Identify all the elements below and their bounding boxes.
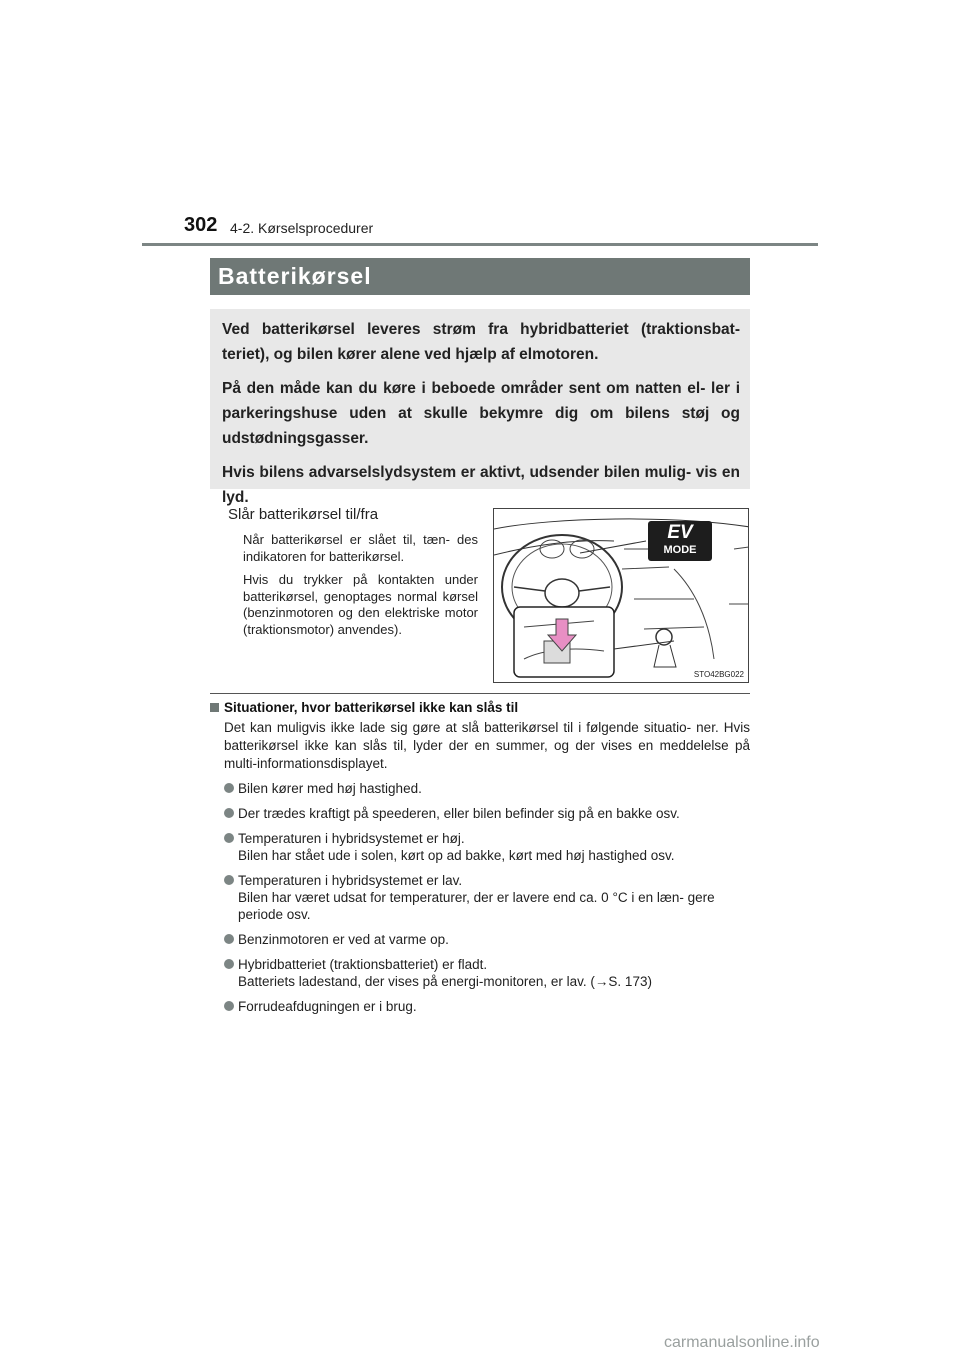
- switch-paragraph: Hvis du trykker på kontakten under batterikørsel, genoptages normal kørsel (benzinmotoren og den elektriske motor (traktionsmotor) anvendes).: [243, 572, 478, 637]
- square-bullet-icon: [210, 703, 219, 712]
- circle-bullet-icon: [224, 833, 234, 843]
- situations-section: [210, 699, 750, 1023]
- situations-intro: Det kan muligvis ikke lade sig gøre at slå batterikørsel til i følgende situatio- ner. Hvis batterikørsel ikke kan slås til, lyder der en summer, og der vises en meddelelse på multi-informationsdisplayet.: [224, 720, 750, 771]
- page-title: Batterikørsel: [210, 258, 750, 295]
- list-item: [210, 956, 750, 990]
- figure-code: STO42BG022: [693, 670, 744, 679]
- ev-mode-illustration: [493, 508, 749, 683]
- circle-bullet-icon: [224, 875, 234, 885]
- circle-bullet-icon: [224, 934, 234, 944]
- list-item-text: Bilen kører med høj hastighed.: [238, 781, 422, 796]
- list-item-text: Benzinmotoren er ved at varme op.: [238, 932, 449, 947]
- intro-paragraph: På den måde kan du køre i beboede områder sent om natten el- ler i parkeringshuse uden at skulle bekymre dig om bilens støj og udstødningsgasser.: [222, 380, 740, 447]
- ev-label: EV: [667, 522, 693, 543]
- list-item-text: Hybridbatteriet (traktionsbatteriet) er fladt.: [238, 957, 488, 972]
- circle-bullet-icon: [224, 783, 234, 793]
- list-item-detail: Bilen har stået ude i solen, kørt op ad bakke, kørt med høj hastighed osv.: [238, 848, 675, 863]
- list-item: [210, 872, 750, 923]
- ev-mode-indicator-icon: [648, 521, 712, 561]
- list-item: [210, 805, 750, 822]
- list-item: [210, 830, 750, 864]
- header-rule: [142, 243, 818, 246]
- section-divider: [210, 693, 750, 694]
- section-label: 4-2. Kørselsprocedurer: [230, 220, 374, 236]
- circle-bullet-icon: [224, 1001, 234, 1011]
- circle-bullet-icon: [224, 959, 234, 969]
- watermark: carmanualsonline.info: [664, 1334, 820, 1351]
- list-item: [210, 998, 750, 1015]
- mode-label: MODE: [663, 544, 697, 556]
- page-number: 302: [184, 214, 218, 236]
- intro-paragraph: Hvis bilens advarselslydsystem er aktivt, udsender bilen mulig- vis en lyd.: [222, 464, 740, 506]
- switch-title: Slår batterikørsel til/fra: [228, 506, 379, 523]
- list-item-detail: Bilen har været udsat for temperaturer, der er lavere end ca. 0 °C i en læn- gere periode osv.: [238, 890, 715, 922]
- intro-box: [210, 309, 750, 506]
- list-item-text: Temperaturen i hybridsystemet er høj.: [238, 831, 465, 846]
- list-item-detail: Batteriets ladestand, der vises på energi-monitoren, er lav. (→S. 173): [238, 974, 652, 989]
- list-item-text: Der trædes kraftigt på speederen, eller bilen befinder sig på en bakke osv.: [238, 806, 680, 821]
- list-item: [210, 931, 750, 948]
- intro-paragraph: Ved batterikørsel leveres strøm fra hybridbatteriet (traktionsbat- teriet), og bilen kører alene ved hjælp af elmotoren.: [222, 321, 740, 363]
- switch-paragraph: Når batterikørsel er slået til, tæn- des indikatoren for batterikørsel.: [243, 532, 478, 564]
- situations-heading: [210, 699, 750, 717]
- circle-bullet-icon: [224, 808, 234, 818]
- list-item: [210, 780, 750, 797]
- situations-list: [210, 780, 750, 1015]
- list-item-text: Forrudeafdugningen er i brug.: [238, 999, 417, 1014]
- switch-description: [243, 532, 478, 645]
- situations-heading-text: Situationer, hvor batterikørsel ikke kan slås til: [224, 700, 519, 715]
- list-item-text: Temperaturen i hybridsystemet er lav.: [238, 873, 463, 888]
